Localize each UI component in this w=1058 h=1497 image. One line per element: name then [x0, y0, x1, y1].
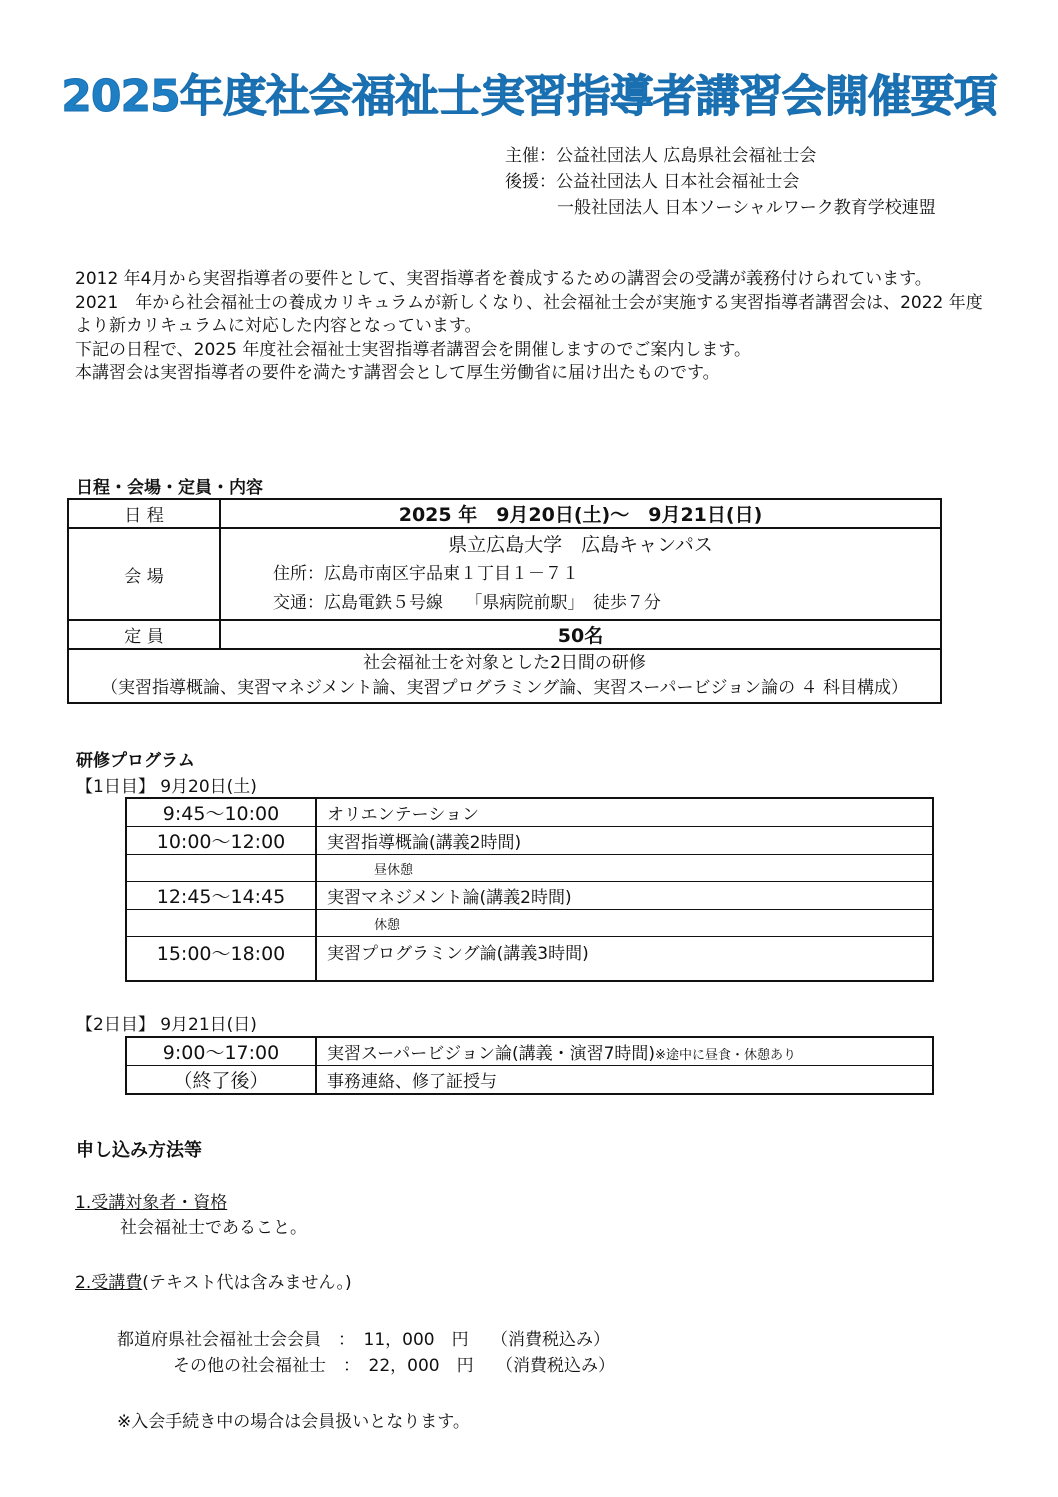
- venue-label: 会 場: [68, 528, 220, 620]
- day1-heading: 【1日目】 9月20日(土): [76, 777, 257, 797]
- schedule-desc: 休憩: [316, 910, 933, 937]
- schedule-desc: 昼休憩: [316, 855, 933, 882]
- schedule-time: 15:00～18:00: [126, 937, 316, 981]
- intro-paragraph: 2021 年から社会福祉士の養成カリキュラムが新しくなり、社会福祉士会が実施する実習指導者講習会は、2022 年度より新カリキュラムに対応した内容となっています。: [75, 292, 983, 336]
- venue-name: 県立広島大学 広島キャンパス: [448, 534, 713, 556]
- table-row: [126, 910, 933, 937]
- fee-title-suffix: (テキスト代は含みません。): [142, 1273, 352, 1293]
- table-row: [126, 1066, 933, 1095]
- table-row: [126, 937, 933, 981]
- venue-address: 住所：広島市南区宇品東１丁目１－７１: [273, 564, 579, 584]
- table-row: [126, 827, 933, 855]
- support-organization-1: 後援：公益社団法人 日本社会福祉士会: [505, 172, 800, 192]
- intro-paragraph: 下記の日程で、2025 年度社会福祉士実習指導者講習会を開催しますのでご案内します。: [75, 339, 751, 360]
- page-title: 2025年度社会福祉士実習指導者講習会開催要項: [61, 71, 997, 122]
- day2-heading: 【2日目】 9月21日(日): [76, 1015, 257, 1035]
- fee-other: その他の社会福祉士 ： 22，000 円 （消費税込み）: [173, 1356, 615, 1376]
- content-cell: [68, 649, 941, 703]
- schedule-desc: 実習指導概論(講義2時間): [316, 827, 933, 855]
- day2-schedule-table: [125, 1036, 934, 1095]
- membership-note: ※入会手続き中の場合は会員扱いとなります。: [117, 1412, 470, 1432]
- eligibility-body: 社会福祉士であること。: [120, 1218, 307, 1238]
- capacity-value: 50名: [220, 620, 941, 649]
- table-row: [126, 798, 933, 827]
- date-value: 2025 年 9月20日(土)～ 9月21日(日): [220, 499, 941, 528]
- intro-text: [75, 268, 995, 386]
- schedule-time: 9:45～10:00: [126, 798, 316, 827]
- schedule-time: （終了後）: [126, 1066, 316, 1095]
- schedule-desc: 実習マネジメント論(講義2時間): [316, 882, 933, 910]
- schedule-time: 12:45～14:45: [126, 882, 316, 910]
- venue-access: 交通：広島電鉄５号線 「県病院前駅」 徒歩７分: [273, 593, 661, 613]
- table-row: [126, 882, 933, 910]
- schedule-time: 9:00～17:00: [126, 1037, 316, 1066]
- fee-title: 2.受講費: [75, 1273, 143, 1293]
- capacity-label: 定 員: [68, 620, 220, 649]
- schedule-note: ※途中に昼食・休憩あり: [655, 1048, 796, 1063]
- program-heading: 研修プログラム: [76, 751, 195, 771]
- eligibility-title: 1.受講対象者・資格: [75, 1193, 228, 1213]
- host-organization: 主催：公益社団法人 広島県社会福祉士会: [505, 146, 817, 166]
- schedule-desc: 実習プログラミング論(講義3時間): [316, 937, 933, 981]
- date-label: 日 程: [68, 499, 220, 528]
- venue-cell: [220, 528, 941, 620]
- support-organization-2: 一般社団法人 日本ソーシャルワーク教育学校連盟: [557, 198, 936, 218]
- overview-table: [67, 498, 942, 704]
- day1-schedule-table: [125, 797, 934, 982]
- schedule-time: 10:00～12:00: [126, 827, 316, 855]
- schedule-time: [126, 910, 316, 937]
- schedule-desc-cell: [316, 1037, 933, 1066]
- overview-heading: 日程・会場・定員・内容: [76, 478, 263, 498]
- schedule-desc: オリエンテーション: [316, 798, 933, 827]
- schedule-time: [126, 855, 316, 882]
- content-line-2: （実習指導概論、実習マネジメント論、実習プログラミング論、実習スーパービジョン論の ４ 科目構成）: [101, 678, 908, 698]
- table-row: [126, 855, 933, 882]
- fee-heading: [75, 1268, 352, 1293]
- intro-paragraph: 2012 年4月から実習指導者の要件として、実習指導者を養成するための講習会の受講が義務付けられています。: [75, 269, 932, 289]
- schedule-desc: 事務連絡、修了証授与: [316, 1066, 933, 1095]
- intro-paragraph: 本講習会は実習指導者の要件を満たす講習会として厚生労働省に届け出たものです。: [75, 363, 720, 383]
- fee-member: 都道府県社会福祉士会会員 ： 11，000 円 （消費税込み）: [117, 1330, 610, 1350]
- application-heading: 申し込み方法等: [76, 1140, 202, 1161]
- sponsor-block: [505, 143, 936, 221]
- schedule-desc: 実習スーパービジョン論(講義・演習7時間): [327, 1044, 656, 1064]
- content-line-1: 社会福祉士を対象とした2日間の研修: [363, 653, 646, 673]
- table-row: [126, 1037, 933, 1066]
